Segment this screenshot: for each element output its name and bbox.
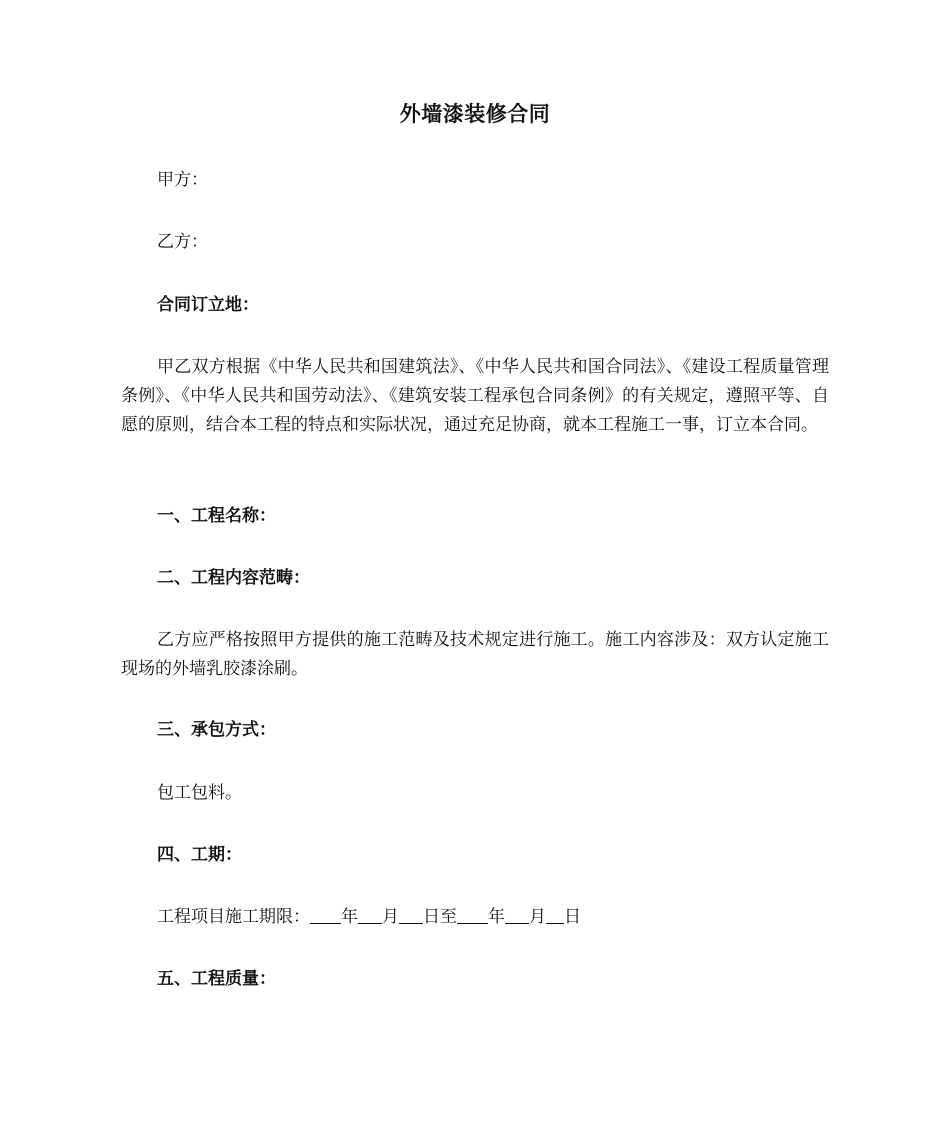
party-a-label: 甲方： (157, 170, 208, 190)
preamble-paragraph: 甲乙双方根据《中华人民共和国建筑法》、《中华人民共和国合同法》、《建设工程质量管理条例》、《中华人民共和国劳动法》、《建筑安装工程承包合同条例》的有关规定，遵照平等、自愿的原则，结合本工程的特点和实际状况，通过充足协商，就本工程施工一事，订立本合同。 (121, 357, 829, 435)
period-label: 工程项目施工期限： (157, 907, 310, 927)
construction-period-line (157, 903, 581, 932)
end-month-unit: 月 (529, 907, 546, 927)
end-year-unit: 年 (488, 907, 505, 927)
start-year-blank[interactable] (310, 905, 341, 924)
start-day-blank[interactable] (399, 905, 423, 924)
start-year-unit: 年 (341, 907, 358, 927)
document-title: 外墙漆装修合同 (399, 102, 551, 126)
start-day-to-unit: 日至 (423, 907, 457, 927)
section-heading-contract-method: 三、承包方式： (157, 720, 276, 740)
end-month-blank[interactable] (505, 905, 529, 924)
start-month-blank[interactable] (358, 905, 382, 924)
party-b-label: 乙方： (157, 232, 208, 252)
section-heading-quality: 五、工程质量： (157, 969, 276, 989)
work-scope-paragraph: 乙方应严格按照甲方提供的施工范畴及技术规定进行施工。施工内容涉及：双方认定施工现场的外墙乳胶漆涂刷。 (121, 630, 829, 679)
section-heading-work-scope: 二、工程内容范畴： (157, 568, 310, 588)
end-year-blank[interactable] (457, 905, 488, 924)
signing-place-label: 合同订立地： (157, 295, 259, 315)
end-day-blank[interactable] (546, 905, 564, 924)
end-day-unit: 日 (564, 907, 581, 927)
section-heading-duration: 四、工期： (157, 845, 242, 865)
contract-method-text: 包工包料。 (157, 783, 242, 803)
start-month-unit: 月 (382, 907, 399, 927)
section-heading-project-name: 一、工程名称： (157, 506, 276, 526)
